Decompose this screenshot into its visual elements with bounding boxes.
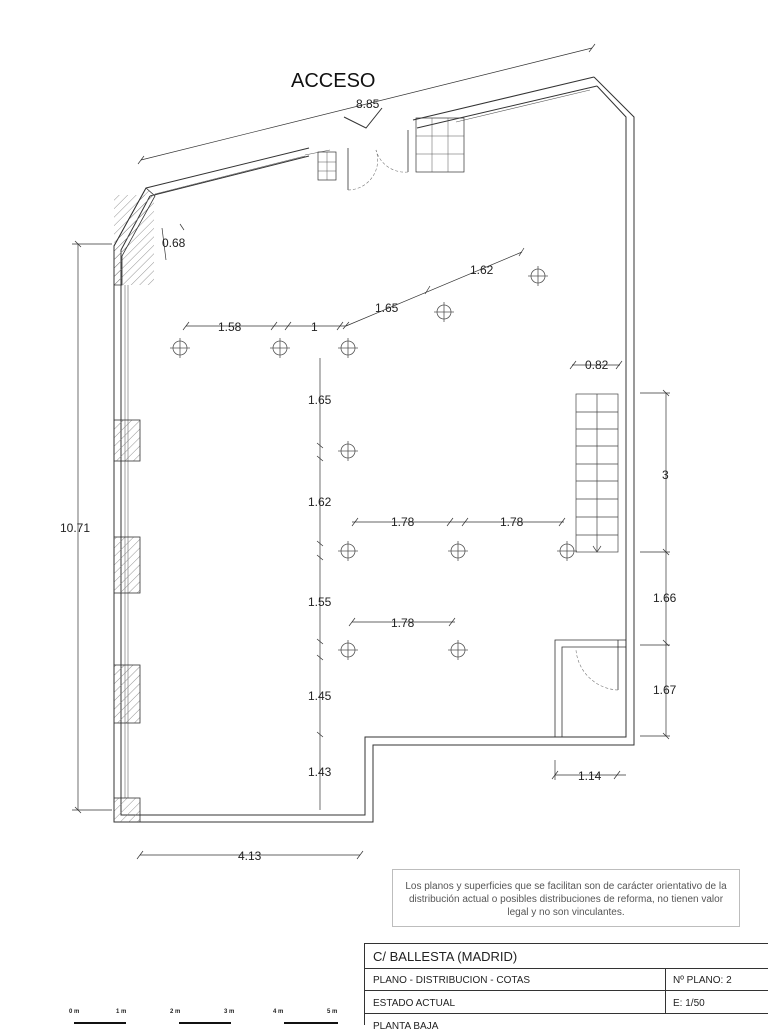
dim-1-78-b: 1.78 [500,515,524,529]
title-block-address-row [365,944,768,969]
outer-walls [114,77,634,822]
scale-label-2: 2 m [170,1009,181,1015]
dim-1-65-v: 1.65 [308,393,332,407]
scale-label-0: 0 m [69,1009,80,1015]
plan-number-cell [665,968,732,990]
dim-1: 1 [311,320,318,334]
small-room [555,640,626,737]
dim-1-62-top: 1.62 [470,263,494,277]
dim-1-45: 1.45 [308,689,332,703]
dim-1-43: 1.43 [308,765,332,779]
scale-label-3: 3 m [224,1009,235,1015]
scale-label-1: 1 m [116,1009,127,1015]
title-block-plan-row [365,968,768,991]
scale-label-4: 4 m [273,1009,284,1015]
dim-1-55: 1.55 [308,595,332,609]
floor-label: PLANTA BAJA [373,1021,439,1032]
dim-top-wall: 8.85 [356,97,380,111]
scale-bar [69,1009,338,1024]
dim-0-82: 0.82 [585,358,609,372]
scale-cell [665,991,705,1013]
dim-4-13: 4.13 [238,849,262,863]
plan-number: Nº PLANO: 2 [673,975,732,986]
title-block-floor-row [365,1014,768,1036]
dim-0-68: 0.68 [162,236,186,250]
dim-3: 3 [662,468,669,482]
dim-1-14: 1.14 [578,769,602,783]
dim-1-58: 1.58 [218,320,242,334]
plan-label: PLANO - DISTRIBUCION - COTAS [373,975,531,986]
dim-1-78-a: 1.78 [391,515,415,529]
title-block-state-row [365,991,768,1014]
dim-1-66: 1.66 [653,591,677,605]
entrance [318,108,464,190]
scale-label-5: 5 m [327,1009,338,1015]
state-label: ESTADO ACTUAL [373,998,456,1009]
dim-1-62-v: 1.62 [308,495,332,509]
title-block [364,943,768,1032]
staircase [576,394,618,552]
dim-10-71: 10.71 [60,521,91,535]
access-title: ACCESO [291,70,376,92]
address-label: C/ BALLESTA (MADRID) [373,949,518,964]
scale-value: E: 1/50 [673,998,705,1009]
dim-1-65-diag: 1.65 [375,301,399,315]
dim-1-67: 1.67 [653,683,677,697]
dim-1-78-c: 1.78 [391,616,415,630]
disclaimer-note: Los planos y superficies que se facilitan son de carácter orientativo de la distribución actual o posibles distribuciones de reforma, no tienen valor legal y no son vinculantes. [392,869,740,927]
left-wall [114,188,155,822]
